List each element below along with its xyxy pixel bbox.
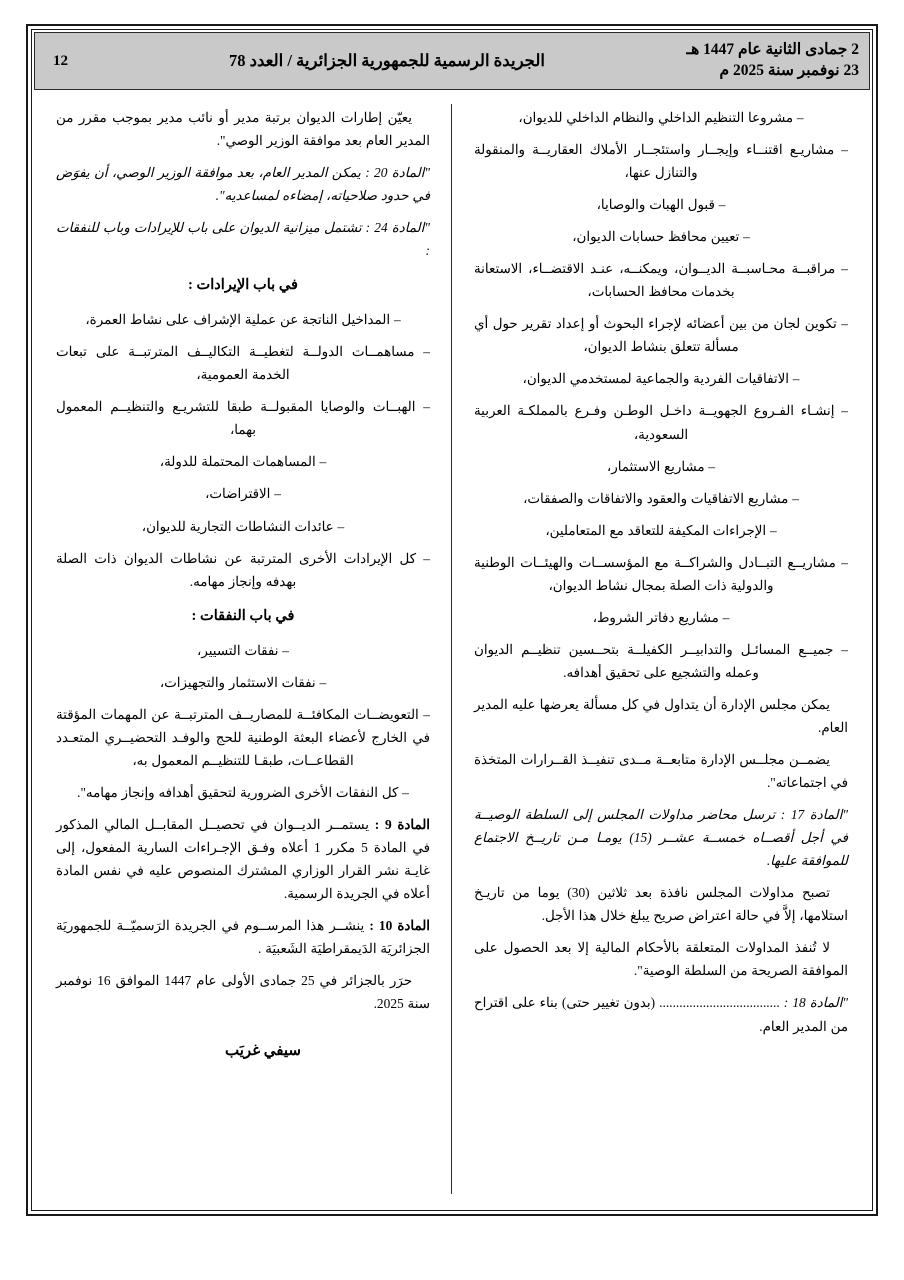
list-item: – مشروعا التنظيم الداخلي والنظام الداخلي للديوان،: [518, 110, 804, 125]
list-item: – التعويضــات المكافئــة للمصاريــف المترتبــة عن المهمات المؤقتة في الخارج لأعضاء البعثة الوطنية للحج والوفـد التحضيــري المتعـدد القطاعــات، طبقـا للتنظيــم المعمول به،: [56, 706, 430, 768]
page-header: [34, 32, 870, 90]
signature: سيفي غريَب: [225, 1043, 301, 1060]
paragraph: لا تُنفذ المداولات المتعلقة بالأحكام المالية إلا بعد الحصول على الموافقة الصريحة من السلطة الوصية".: [474, 940, 848, 979]
article-9-label: المادة 9 :: [374, 816, 430, 832]
page-frame-outer: [26, 24, 878, 1216]
list-item: – تعيين محافظ حسابات الديوان،: [572, 229, 750, 245]
list-item: – جميــع المسائـل والتدابيــر الكفيلــة بتحــسين تنظيــم الديوان وعمله والتشجيع على تحقيق أهدافه.: [474, 641, 848, 680]
list-item: – إنشـاء الفـروع الجهويــة داخـل الوطـن وفـرع بالمملكـة العربية السعودية،: [474, 403, 848, 442]
article-17-text: ترسل محاضر مداولات المجلس إلى السلطة الوصيــة في أجل أقصــاه خمســة عشــر (15) يومـا مـن تاريــخ الاجتماع للموافقة عليها.: [474, 807, 849, 869]
list-item: – مشاريع الاستثمار،: [606, 458, 716, 474]
article-20-text: يمكن المدير العام، بعد موافقة الوزير الوصي، أن يفوَض في حدود صلاحياته، إمضاءه لمساعديه".: [56, 165, 430, 204]
article-17: [474, 803, 848, 872]
header-date-hijri: 2 جمادى الثانية عام 1447 هـ: [686, 41, 859, 59]
article-10-label: المادة 10 :: [369, 918, 431, 933]
column-left: [34, 96, 452, 1208]
list-item: – الهبــات والوصايا المقبولــة طبقا للتشريـع والتنظيــم المعمول بهما،: [56, 399, 430, 438]
list-item: – مشاريـع اقتنــاء وإيجــار واستئجــار الأملاك العقاريــة والمنقولة والتنازل عنها،: [474, 142, 848, 181]
article-18: [474, 991, 848, 1037]
list-item: – مشاريع الاتفاقيات والعقود والاتفاقات والصفقات،: [523, 490, 799, 506]
article-18-text: .................................... (بدون تغيير حتى) بناء على اقتراح من المدير العام.: [474, 995, 848, 1034]
article-20: [56, 161, 430, 207]
paragraph: تصبح مداولات المجلس نافذة بعد ثلاثين (30) يوما من تاريـخ استلامها، إلاَّ في حالة اعتراض صريح يبلغ خلال هذا الأجل.: [474, 885, 848, 924]
revenue-section-heading: في باب الإيرادات :: [187, 277, 299, 294]
article-17-label: "المادة 17 :: [780, 807, 848, 823]
journal-title: الجريدة الرسمية للجمهورية الجزائرية / العدد 78: [229, 51, 545, 70]
article-24: [56, 216, 430, 262]
paragraph: يمكن مجلس الإدارة أن يتداول في كل مسألة يعرضها عليه المدير العام.: [474, 696, 848, 735]
page-body: [34, 96, 870, 1208]
list-item: – مساهمــات الدولــة لتغطيــة التكاليــف المترتبــة على تبعات الخدمة العمومية،: [56, 344, 430, 383]
list-item: – قبول الهبات والوصايا،: [596, 197, 726, 213]
list-item: – مراقبــة محـاسبــة الديــوان، ويمكنــه، عنـد الاقتضــاء، الاستعانة بخدمات محافظ الحسابات،: [474, 261, 848, 300]
article-9-text: يستمــر الديــوان في تحصيــل المقابــل المالي المذكور في المادة 5 مكرر 1 أعلاه وفـق الإجـراءات السارية المفعول، إلى غايـة نشر القرار الوزاري المشترك المنصوص عليه في نفس المادة أعلاه في الجريدة الرسمية.: [56, 816, 430, 901]
header-date-block: [619, 40, 869, 82]
header-date-gregorian: 23 نوفمبر سنة 2025 م: [719, 62, 859, 79]
list-item: – الاتفاقيات الفردية والجماعية لمستخدمي الديوان،: [522, 371, 800, 387]
page-number: 12: [53, 52, 68, 69]
list-item: – الإجراءات المكيفة للتعاقد مع المتعاملين،: [545, 522, 777, 538]
expense-section-heading: في باب النفقات :: [191, 607, 295, 624]
list-item: – نفقات التسيير،: [197, 642, 289, 658]
list-item: – مشاريع دفاتر الشروط،: [592, 609, 730, 625]
list-item: – المداخيل الناتجة عن عملية الإشراف على نشاط العمرة،: [85, 312, 401, 328]
article-24-text: تشتمل ميزانية الديوان على باب للإيرادات وباب للنفقات :: [56, 220, 430, 259]
column-right: [452, 96, 870, 1208]
list-item: – كل الإيرادات الأخرى المترتبة عن نشاطات الديوان ذات الصلة بهدفه وإنجاز مهامه.: [56, 550, 430, 589]
article-18-label: "المادة 18 :: [783, 995, 848, 1011]
list-item: – كل النفقات الأخرى الضرورية لتحقيق أهدافه وإنجاز مهامه".: [77, 784, 409, 800]
article-9: [56, 813, 430, 905]
article-10-text: ينشــر هذا المرســوم في الجريدة الرَسميّــة للجمهوريَة الجزائريَة الدَيمقراطيَة الشَعبيَة .: [56, 918, 430, 957]
list-item: – عائدات النشاطات التجارية للديوان،: [141, 518, 345, 534]
list-item: – مشاريــع التبــادل والشراكــة مع المؤسســات والهيئــات الوطنية والدولية ذات الصلة بمجال نشاط الديوان،: [474, 554, 848, 593]
list-item: – الاقتراضات،: [205, 486, 281, 502]
paragraph: يعيّن إطارات الديوان برتبة مدير أو نائب مدير بموجب مقرر من المدير العام بعد موافقة الوزير الوصي".: [56, 110, 430, 149]
list-item: – نفقات الاستثمار والتجهيزات،: [159, 674, 327, 690]
paragraph: يضمــن مجلــس الإدارة متابعــة مــدى تنفيــذ القــرارات المتخذة في اجتماعاته".: [474, 752, 848, 791]
article-20-label: "المادة 20 :: [365, 165, 430, 181]
list-item: – المساهمات المحتملة للدولة،: [159, 454, 327, 470]
closing-statement: حرَر بالجزائر في 25 جمادى الأولى عام 1447 الموافق 16 نوفمبر سنة 2025.: [56, 973, 430, 1012]
article-10: [56, 914, 430, 960]
article-24-label: "المادة 24 :: [365, 220, 430, 236]
list-item: – تكوين لجان من بين أعضائه لإجراء البحوث أو إعداد تقرير حول أي مسألة تتعلق بنشاط الديوان،: [474, 316, 848, 355]
